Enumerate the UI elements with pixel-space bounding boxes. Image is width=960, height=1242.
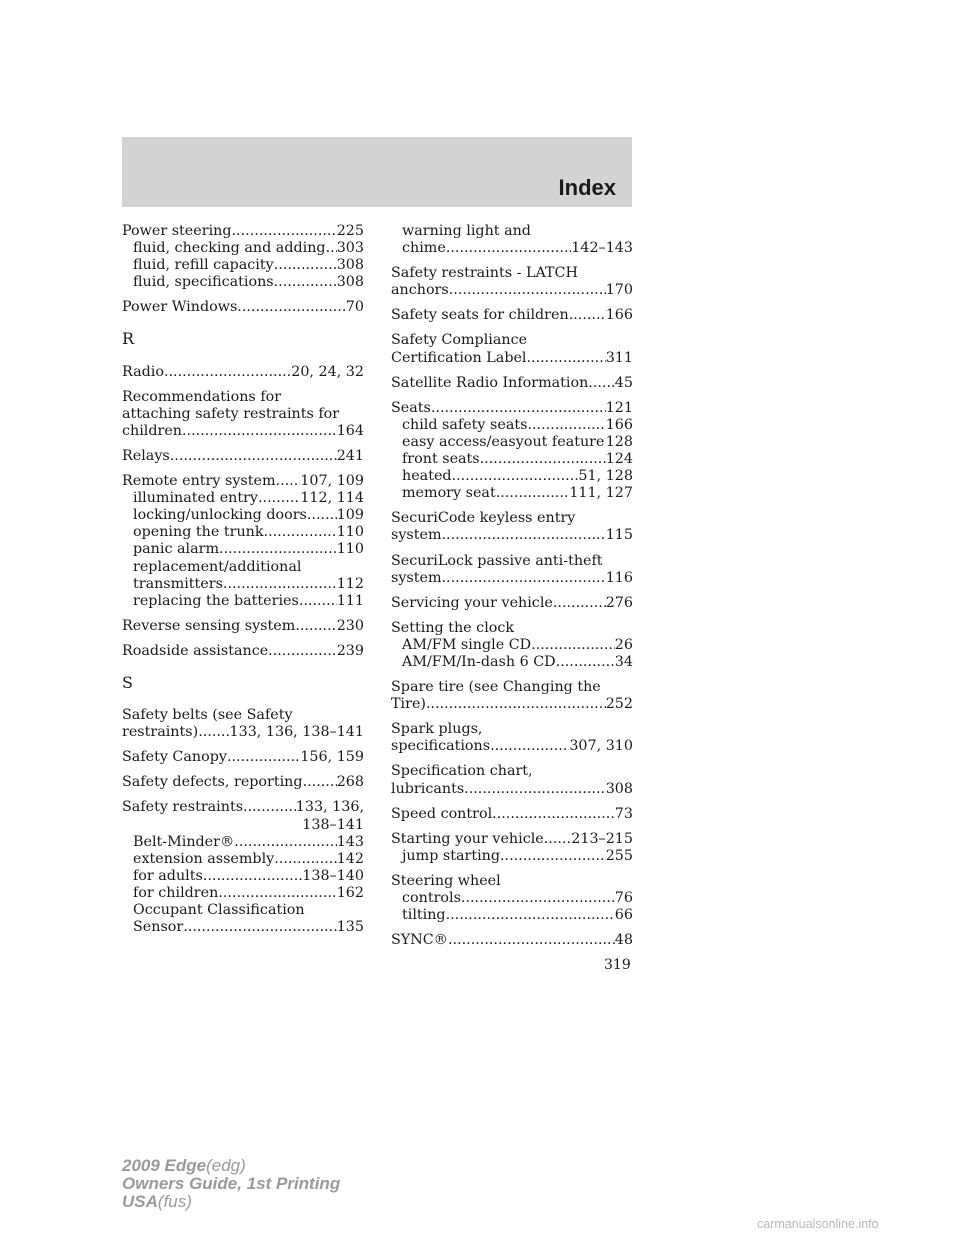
index-entry <box>391 763 633 797</box>
index-line <box>391 265 633 282</box>
index-page-ref: 241 <box>336 447 364 464</box>
index-line <box>122 223 364 240</box>
index-subentry <box>391 434 633 451</box>
index-term: locking/unlocking doors <box>133 507 307 524</box>
dot-leader <box>544 831 572 848</box>
index-term: Satellite Radio Information <box>391 374 589 391</box>
dot-leader <box>449 282 606 299</box>
index-term: Tire) <box>391 696 426 713</box>
index-page-ref: 225 <box>336 223 364 239</box>
index-line <box>391 738 633 755</box>
index-subentry <box>391 848 633 865</box>
index-term: restraints) <box>122 724 199 741</box>
index-line <box>391 806 633 823</box>
index-term: Seats <box>391 399 431 416</box>
index-subentry <box>122 834 364 851</box>
index-entry <box>122 643 364 660</box>
index-line <box>391 831 633 848</box>
index-subentry <box>391 485 633 502</box>
index-subentry <box>122 868 364 885</box>
index-term: fluid, specifications <box>133 274 274 291</box>
dot-leader <box>299 593 337 610</box>
index-term: Spark plugs, <box>391 721 483 738</box>
dot-leader <box>326 240 337 257</box>
dot-leader <box>556 654 615 671</box>
dot-leader <box>264 524 337 541</box>
index-term: Recommendations for <box>122 388 282 405</box>
index-line <box>391 595 633 612</box>
index-page-ref: 70 <box>345 299 364 316</box>
index-entry <box>122 299 364 316</box>
index-term: memory seat <box>402 485 496 502</box>
index-page-ref: 166 <box>605 416 633 433</box>
index-term: Safety seats for children <box>391 307 569 324</box>
index-subentry <box>122 576 364 593</box>
index-term: extension assembly <box>133 850 275 867</box>
index-term: SecuriCode keyless entry <box>391 510 576 527</box>
page-number: 319 <box>604 957 631 973</box>
index-entry <box>391 375 633 392</box>
dot-leader <box>234 834 336 851</box>
index-page-ref: 66 <box>614 907 633 924</box>
dot-leader <box>237 299 346 316</box>
index-line <box>122 406 364 423</box>
dot-leader <box>295 618 336 635</box>
index-entry <box>391 400 633 503</box>
dot-leader <box>527 417 605 434</box>
index-line <box>122 799 364 816</box>
index-page-ref: 110 <box>336 524 364 541</box>
index-page-ref: 268 <box>336 774 364 791</box>
index-term: Setting the clock <box>391 619 515 636</box>
index-line <box>122 817 364 834</box>
index-subentry <box>391 468 633 485</box>
index-page-ref: 166 <box>605 307 633 324</box>
index-line <box>391 375 633 392</box>
index-line <box>122 618 364 635</box>
index-entry <box>122 223 364 291</box>
index-term: Safety Canopy <box>122 749 227 766</box>
footer <box>122 1157 340 1211</box>
index-page-ref: 110 <box>336 541 364 558</box>
index-page-ref: 48 <box>614 932 633 949</box>
index-term: Reverse sensing system <box>122 617 296 634</box>
index-page-ref: 156, 159 <box>300 749 364 766</box>
index-entry <box>122 448 364 465</box>
dot-leader <box>426 696 606 713</box>
index-subentry <box>122 524 364 541</box>
index-page-ref: 142–143 <box>571 240 633 257</box>
index-subentry <box>122 593 364 610</box>
index-entry <box>122 749 364 766</box>
index-page-ref: 307, 310 <box>569 738 633 755</box>
index-term: replacement/additional <box>133 558 302 575</box>
index-page-ref: 308 <box>336 274 364 291</box>
index-entry <box>391 553 633 587</box>
index-term: Spare tire (see Changing the <box>391 679 601 696</box>
index-subentry <box>391 907 633 924</box>
index-subentry <box>391 417 633 434</box>
index-term: Servicing your vehicle <box>391 594 553 611</box>
index-line <box>391 332 633 349</box>
index-term: Starting your vehicle <box>391 830 544 847</box>
index-term: panic alarm <box>133 541 220 558</box>
dot-leader <box>274 851 336 868</box>
index-term: Remote entry system <box>122 473 276 490</box>
index-page-ref: 20, 24, 32 <box>291 363 364 380</box>
dot-leader <box>276 473 301 490</box>
index-term: Power Windows <box>122 299 238 316</box>
index-line <box>122 749 364 766</box>
dot-leader <box>274 257 337 274</box>
index-term: fluid, checking and adding <box>133 240 326 257</box>
dot-leader <box>303 774 337 791</box>
dot-leader <box>307 507 337 524</box>
index-term: warning light and <box>402 223 531 239</box>
index-term: SecuriLock passive anti-theft <box>391 552 603 569</box>
index-line <box>122 643 364 660</box>
index-term: fluid, refill capacity <box>133 257 274 274</box>
index-entry <box>391 307 633 324</box>
index-subentry <box>122 919 364 936</box>
index-line <box>391 307 633 324</box>
dot-leader <box>446 240 571 257</box>
index-subentry <box>122 541 364 558</box>
dot-leader <box>496 485 570 502</box>
index-term: Roadside assistance <box>122 642 269 659</box>
index-page-ref: 128 <box>605 433 633 450</box>
index-term: specifications <box>391 738 491 755</box>
index-term: Specification chart, <box>391 763 533 780</box>
index-entry <box>391 831 633 865</box>
index-entry <box>391 595 633 612</box>
index-page-ref: 73 <box>614 805 633 822</box>
index-subentry <box>122 274 364 291</box>
index-term: child safety seats <box>402 416 528 433</box>
index-entry <box>391 806 633 823</box>
index-line <box>391 873 633 890</box>
dot-leader <box>553 595 606 612</box>
index-term: heated <box>402 468 452 485</box>
index-line <box>391 350 633 367</box>
index-entry <box>391 265 633 299</box>
index-page-ref: 276 <box>605 594 633 611</box>
index-term: attaching safety restraints for <box>122 405 340 422</box>
index-column-right <box>391 223 633 957</box>
index-entry <box>122 799 364 936</box>
index-line <box>391 553 633 570</box>
dot-leader <box>182 423 337 440</box>
index-line <box>391 620 633 637</box>
dot-leader <box>531 637 615 654</box>
page-title: Index <box>558 175 616 200</box>
dot-leader <box>431 400 606 417</box>
index-line <box>122 448 364 465</box>
index-page-ref: 112, 114 <box>300 490 364 507</box>
dot-leader <box>480 451 606 468</box>
dot-leader <box>569 307 606 324</box>
index-page-ref: 164 <box>336 422 364 439</box>
index-line <box>122 774 364 791</box>
index-page-ref: 252 <box>605 696 633 713</box>
index-term: Speed control <box>391 805 493 822</box>
index-page-ref: 111 <box>336 592 364 609</box>
index-page-ref: 45 <box>614 374 633 391</box>
index-page-ref: 26 <box>614 636 633 653</box>
dot-leader <box>527 350 606 367</box>
index-term: Safety Compliance <box>391 332 528 349</box>
index-subentry <box>122 885 364 902</box>
index-page-ref: 109 <box>336 507 364 524</box>
dot-leader <box>183 919 336 936</box>
index-page-ref: 303 <box>336 240 364 257</box>
dot-leader <box>442 570 606 587</box>
index-entry <box>391 332 633 366</box>
index-line <box>122 423 364 440</box>
index-term: Safety restraints - LATCH <box>391 265 578 282</box>
dot-leader <box>258 490 300 507</box>
index-line <box>122 707 364 724</box>
dot-leader <box>223 576 337 593</box>
index-page-ref: 107, 109 <box>300 473 364 490</box>
index-term: AM/FM/In-dash 6 CD <box>402 653 556 670</box>
index-term: jump starting <box>402 847 501 864</box>
index-subentry <box>122 257 364 274</box>
index-subentry <box>122 240 364 257</box>
dot-leader <box>243 799 296 816</box>
dot-leader <box>203 868 302 885</box>
index-entry <box>122 618 364 635</box>
index-page-ref: 308 <box>336 257 364 274</box>
index-page-ref: 51, 128 <box>578 468 633 485</box>
index-term: Belt-Minder® <box>133 833 235 850</box>
index-line <box>122 473 364 490</box>
index-line <box>391 696 633 713</box>
index-page-ref: 111, 127 <box>569 485 633 502</box>
index-subentry <box>122 490 364 507</box>
index-subentry <box>391 223 633 240</box>
index-term: Safety belts (see Safety <box>122 707 293 724</box>
index-term: opening the trunk <box>133 524 264 541</box>
dot-leader <box>500 848 606 865</box>
index-term: lubricants <box>391 780 465 797</box>
index-subentry <box>391 637 633 654</box>
index-term: Power steering <box>122 223 232 239</box>
dot-leader <box>448 932 615 949</box>
index-subentry <box>391 890 633 907</box>
index-line <box>391 781 633 798</box>
index-entry <box>391 620 633 671</box>
index-line <box>122 724 364 741</box>
index-line <box>391 932 633 949</box>
index-page-ref: 115 <box>605 527 633 544</box>
index-term: easy access/easyout feature <box>402 433 605 450</box>
index-entry <box>391 932 633 949</box>
index-term: replacing the batteries <box>133 592 299 609</box>
index-term: chime <box>402 240 446 257</box>
dot-leader <box>170 448 337 465</box>
index-page-ref: 255 <box>605 847 633 864</box>
index-term: Steering wheel <box>391 872 501 889</box>
index-term: anchors <box>391 282 449 299</box>
dot-leader <box>219 541 337 558</box>
index-line <box>391 510 633 527</box>
index-term: AM/FM single CD <box>402 636 532 653</box>
index-term: Relays <box>122 447 170 464</box>
index-line <box>391 721 633 738</box>
index-page-ref: 138–140 <box>302 867 364 884</box>
dot-leader <box>490 738 569 755</box>
footer-model-code: (edg) <box>206 1156 246 1175</box>
footer-model: 2009 Edge <box>122 1156 207 1175</box>
index-page-ref: 34 <box>614 653 633 670</box>
dot-leader <box>461 890 615 907</box>
index-page-ref: 308 <box>605 780 633 797</box>
footer-region-code: (fus) <box>157 1192 192 1211</box>
index-page-ref: 213–215 <box>571 830 633 847</box>
index-page-ref: 135 <box>336 919 364 936</box>
index-page-ref: 116 <box>605 569 633 586</box>
index-line <box>391 400 633 417</box>
index-page-ref: 162 <box>336 884 364 901</box>
dot-leader <box>198 724 229 741</box>
index-subentry <box>391 451 633 468</box>
index-term: system <box>391 569 442 586</box>
index-page-ref: 230 <box>336 617 364 634</box>
index-page-ref: 112 <box>336 575 364 592</box>
index-page-ref: 124 <box>605 451 633 468</box>
index-line <box>391 763 633 780</box>
index-line <box>391 570 633 587</box>
dot-leader <box>588 375 615 392</box>
index-subentry <box>122 902 364 919</box>
index-subentry <box>122 507 364 524</box>
index-page-ref: 143 <box>336 833 364 850</box>
dot-leader <box>232 223 337 240</box>
index-subentry <box>391 240 633 257</box>
index-letter-heading: R <box>122 329 135 349</box>
index-entry <box>122 473 364 610</box>
index-term: for children <box>133 884 219 901</box>
index-subentry <box>391 654 633 671</box>
index-page-ref: 121 <box>605 399 633 416</box>
index-term: system <box>391 527 442 544</box>
index-page-ref: 133, 136, <box>295 799 364 816</box>
index-entry <box>391 510 633 544</box>
index-entry <box>391 873 633 924</box>
header-band <box>122 137 632 207</box>
index-line <box>391 527 633 544</box>
dot-leader <box>274 274 337 291</box>
index-page-ref: 76 <box>614 890 633 906</box>
index-entry <box>122 707 364 741</box>
index-line <box>122 364 364 381</box>
index-entry <box>122 774 364 791</box>
dot-leader <box>227 749 300 766</box>
dot-leader <box>492 806 615 823</box>
index-line <box>122 389 364 406</box>
index-term: controls <box>402 890 461 906</box>
index-entry <box>391 223 633 257</box>
index-term: children <box>122 422 183 439</box>
dot-leader <box>268 643 337 660</box>
index-page-ref: 133, 136, 138–141 <box>229 724 364 741</box>
dot-leader <box>452 468 579 485</box>
index-term: Safety restraints <box>122 799 244 816</box>
index-subentry <box>122 559 364 576</box>
index-entry <box>122 389 364 440</box>
index-subentry <box>122 851 364 868</box>
index-line <box>391 282 633 299</box>
index-letter-heading: S <box>122 672 133 692</box>
index-entry <box>391 721 633 755</box>
index-term: SYNC® <box>391 932 448 949</box>
index-term: tilting <box>402 907 446 924</box>
index-term: illuminated entry <box>133 490 259 507</box>
index-term: front seats <box>402 451 480 468</box>
index-page-ref: 142 <box>336 850 364 867</box>
index-term: for adults <box>133 867 203 884</box>
index-entry <box>391 679 633 713</box>
index-term: transmitters <box>133 575 223 592</box>
index-term: Certification Label <box>391 349 527 366</box>
dot-leader <box>446 907 615 924</box>
dot-leader <box>464 781 606 798</box>
index-line <box>391 679 633 696</box>
index-term: Radio <box>122 363 164 380</box>
index-term: Safety defects, reporting <box>122 774 303 791</box>
index-entry <box>122 364 364 381</box>
dot-leader <box>164 364 291 381</box>
index-column-left <box>122 223 364 944</box>
footer-edition: Owners Guide, 1st Printing <box>122 1174 341 1193</box>
index-page-ref: 138–141 <box>302 816 364 833</box>
watermark: carmanualsonline.info <box>757 1217 879 1231</box>
dot-leader <box>218 885 336 902</box>
footer-region: USA <box>122 1192 158 1211</box>
index-term: Sensor <box>133 919 184 936</box>
index-line <box>122 299 364 316</box>
index-page-ref: 239 <box>336 642 364 659</box>
index-term: Occupant Classification <box>133 902 305 918</box>
index-page-ref: 170 <box>605 282 633 299</box>
dot-leader <box>442 527 606 544</box>
index-page-ref: 311 <box>605 349 633 366</box>
